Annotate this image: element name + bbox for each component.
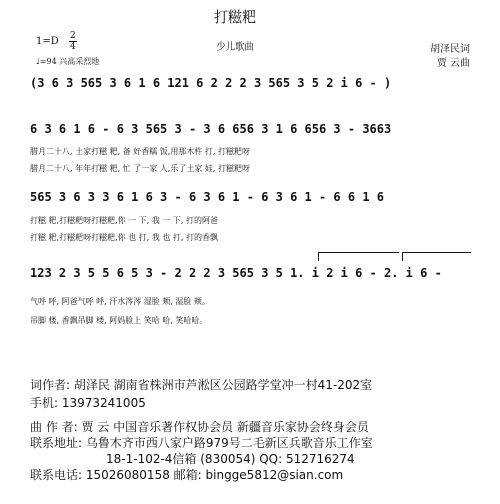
tempo-mark: ♩=94 兴高采烈地 (36, 57, 100, 66)
lyricist-phone: 手机: 13973241005 (30, 396, 146, 410)
score-row-1-notes: (3 6 3 565 3 6 1 6 121 6 2 2 2 3 565 3 5 2 i 6 - ) (30, 76, 392, 90)
score-row-3-notes: 565 3 6 3 3 6 1 6 3 - 6 3 6 1 - 6 3 6 1 - 6 6 1 6 (30, 190, 385, 204)
composer-credit: 贾 云曲 (436, 58, 470, 69)
lyricist-credit: 胡泽民词 (430, 44, 470, 55)
score-row-2-notes: 6 3 6 1 6 - 6 3 565 3 - 3 6 656 3 1 6 656 3 - 3663 (30, 122, 392, 136)
score-row-4-lyric-2: 吊脚 楼, 香飘吊脚 楼, 阿妈脸上 笑哈 哈, 笑哈哈。 (30, 316, 208, 325)
song-genre: 少儿歌曲 (216, 42, 254, 53)
meter-bottom: 4 (70, 42, 76, 52)
meter-top: 2 (70, 31, 76, 41)
score-row-2-lyric-2: 腊月二十八, 年年打糍 粑, 忙 了一家 人,乐了土家 娃, 打糍粑呀 (30, 164, 250, 173)
address-line-1: 联系地址: 乌鲁木齐市西八家户路979号二毛新区兵歌音乐工作室 (30, 436, 373, 450)
song-title: 打糍粑 (213, 8, 257, 26)
contact-line: 联系电话: 15026080158 邮箱: bingge5812@sian.com (30, 468, 344, 482)
key-signature: 1=D (36, 36, 59, 47)
composer-info: 曲 作 者: 贾 云 中国音乐著作权协会员 新疆音乐家协会终身会员 (30, 420, 369, 434)
address-line-2: 18-1-102-4信箱 (830054) QQ: 512716274 (106, 452, 355, 466)
score-row-3-lyric-2: 打糍 粑,打糍粑呀打糍粑,你 也 打, 我 也 打, 打的香飘 (30, 233, 218, 242)
score-row-4-notes: 123 2 3 5 5 6 5 3 - 2 2 2 3 565 3 5 1. i 2 i 6 - 2. i 6 - (30, 266, 442, 280)
time-signature (69, 31, 77, 52)
first-ending-bracket (318, 252, 399, 261)
second-ending-bracket (402, 252, 471, 261)
score-row-4-lyric-1: 气呼 呼, 阿爸气呼 呼, 汗水涔涔 湿脸 颊, 湿脸 颊。 (30, 297, 210, 306)
lyricist-info: 词作者: 胡泽民 湖南省株洲市芦淞区公园路学堂冲一村41-202室 (30, 378, 373, 392)
score-row-2-lyric-1: 腊月二十八, 土家打糍 粑, 备 好香糯 饭,用那木杵 打, 打糍粑呀 (30, 147, 250, 156)
score-row-3-lyric-1: 打糍 粑,打糍粑呀打糍粑,你 一 下, 我 一 下, 打的阿爸 (30, 216, 218, 225)
